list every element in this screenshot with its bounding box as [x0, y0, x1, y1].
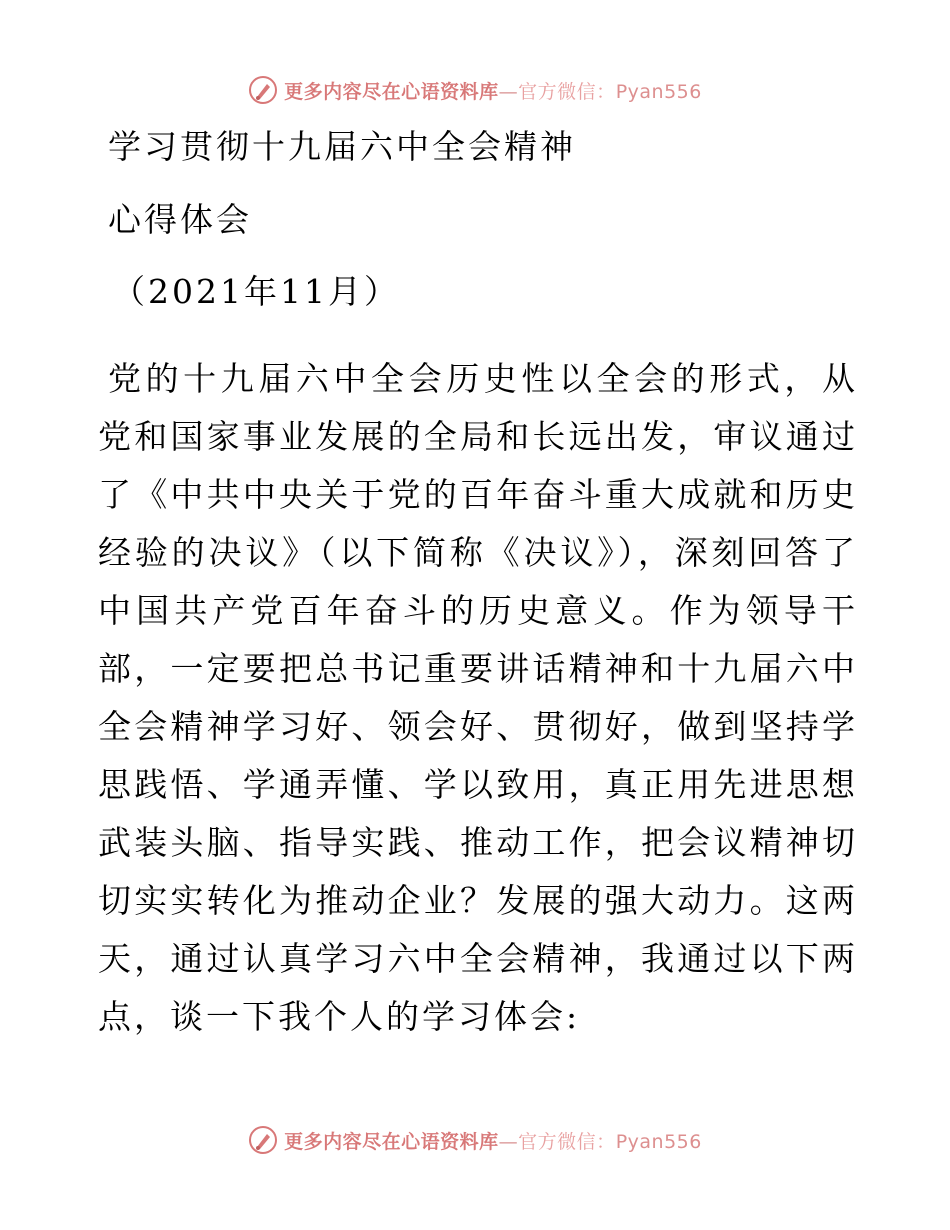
pen-logo-icon [248, 75, 278, 105]
body-paragraph: 党的十九届六中全会历史性以全会的形式，从党和国家事业发展的全局和长远出发，审议通过了《中共中央关于党的百年奋斗重大成就和历史经验的决议》（以下简称《决议》），深刻回答了中国共产党百年奋斗的历史意义。作为领导干部，一定要把总书记重要讲话精神和十九届六中全会精神学习好、领会好、贯彻好，做到坚持学思践悟、学通弄懂、学以致用，真正用先进思想武装头脑、指导实践、推动工作，把会议精神切切实实转化为推动企业？发展的强大动力。这两天，通过认真学习六中全会精神，我通过以下两点，谈一下我个人的学习体会: [98, 359, 858, 1036]
document-title-line2: 心得体会 [108, 200, 252, 239]
watermark-id: Pyan556 [615, 80, 702, 103]
watermark-official: 官方微信： [518, 1130, 616, 1153]
watermark-text [284, 77, 702, 104]
document-date: （2021年11月） [112, 272, 400, 311]
watermark-site: 更多内容尽在心语资料库 [284, 1130, 499, 1153]
watermark-separator: — [498, 1130, 519, 1153]
document-title-line1: 学习贯彻十九届六中全会精神 [108, 127, 576, 166]
header-watermark [0, 70, 950, 110]
pen-logo-icon [248, 1125, 278, 1155]
watermark-official: 官方微信： [518, 80, 616, 103]
watermark-site: 更多内容尽在心语资料库 [284, 80, 499, 103]
watermark-separator: — [498, 80, 519, 103]
footer-watermark [0, 1120, 950, 1160]
watermark-id: Pyan556 [615, 1130, 702, 1153]
watermark-text [284, 1127, 702, 1154]
